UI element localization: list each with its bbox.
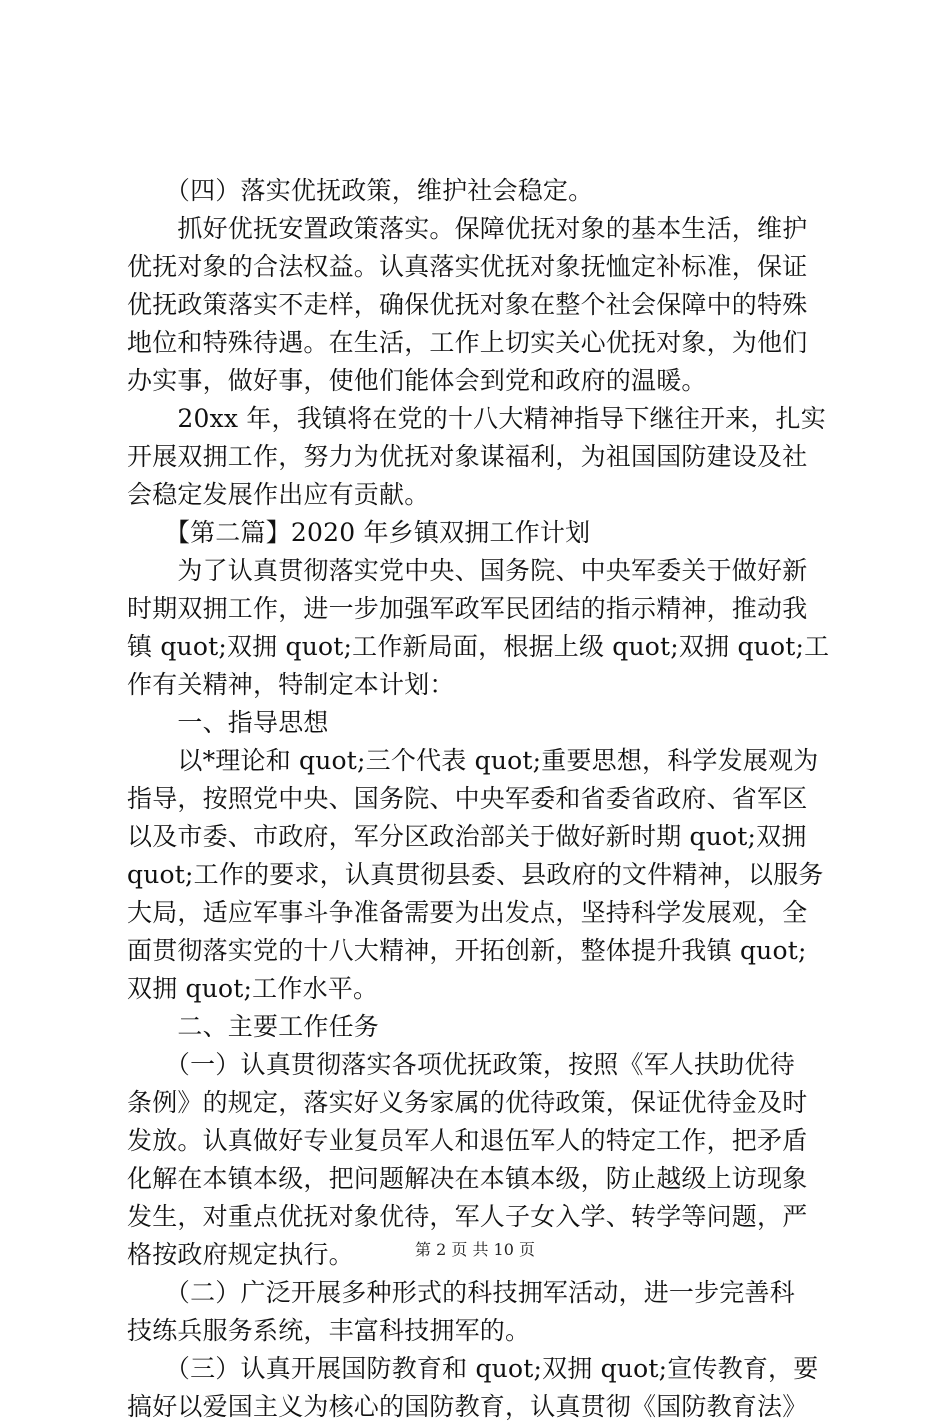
text-line: 时期双拥工作，进一步加强军政军民团结的指示精神，推动我: [127, 594, 808, 623]
text-line: 面贯彻落实党的十八大精神，开拓创新，整体提升我镇 quot;: [127, 936, 807, 965]
text-line: 开展双拥工作，努力为优抚对象谋福利，为祖国国防建设及社: [127, 442, 808, 471]
page-footer: 第 2 页 共 10 页: [415, 1240, 535, 1259]
text-line: 指导，按照党中央、国务院、中央军委和省委省政府、省军区: [127, 784, 808, 813]
text-line: 办实事，做好事，使他们能体会到党和政府的温暖。: [127, 366, 707, 395]
text-line: 发放。认真做好专业复员军人和退伍军人的特定工作，把矛盾: [127, 1126, 808, 1155]
text-line: 以*理论和 quot;三个代表 quot;重要思想，科学发展观为: [127, 746, 819, 775]
text-line: （三）认真开展国防教育和 quot;双拥 quot;宣传教育，要: [127, 1354, 819, 1383]
text-line: 会稳定发展作出应有贡献。: [127, 480, 430, 509]
subsection-heading: 二、主要工作任务: [127, 1012, 380, 1041]
subsection-heading: 一、指导思想: [127, 708, 329, 737]
text-line: quot;工作的要求，认真贯彻县委、县政府的文件精神，以服务: [127, 860, 824, 889]
text-line: 发生，对重点优抚对象优待，军人子女入学、转学等问题，严: [127, 1202, 808, 1231]
text-line: （二）广泛开展多种形式的科技拥军活动，进一步完善科: [127, 1278, 795, 1307]
text-line: 镇 quot;双拥 quot;工作新局面，根据上级 quot;双拥 quot;工: [127, 632, 830, 661]
text-line: 优抚对象的合法权益。认真落实优抚对象抚恤定补标准，保证: [127, 252, 808, 281]
text-line: 20xx 年，我镇将在党的十八大精神指导下继往开来，扎实: [127, 404, 826, 433]
text-line: 搞好以爱国主义为核心的国防教育，认真贯彻《国防教育法》: [127, 1392, 808, 1421]
text-line: 优抚政策落实不走样，确保优抚对象在整个社会保障中的特殊: [127, 290, 808, 319]
section-heading: 【第二篇】2020 年乡镇双拥工作计划: [127, 518, 591, 547]
text-line: 条例》的规定，落实好义务家属的优待政策，保证优待金及时: [127, 1088, 808, 1117]
text-line: 大局，适应军事斗争准备需要为出发点，坚持科学发展观，全: [127, 898, 808, 927]
text-line: 为了认真贯彻落实党中央、国务院、中央军委关于做好新: [127, 556, 808, 585]
text-line: 以及市委、市政府，军分区政治部关于做好新时期 quot;双拥: [127, 822, 807, 851]
text-line: 双拥 quot;工作水平。: [127, 974, 379, 1003]
text-line: 地位和特殊待遇。在生活，工作上切实关心优抚对象，为他们: [127, 328, 808, 357]
text-line: 格按政府规定执行。: [127, 1240, 354, 1269]
text-line: 技练兵服务系统，丰富科技拥军的。: [127, 1316, 531, 1345]
text-line: （一）认真贯彻落实各项优抚政策，按照《军人扶助优待: [127, 1050, 795, 1079]
text-line: 作有关精神，特制定本计划：: [127, 670, 455, 699]
text-line: 化解在本镇本级，把问题解决在本镇本级，防止越级上访现象: [127, 1164, 808, 1193]
text-line: （四）落实优抚政策，维护社会稳定。: [127, 176, 594, 205]
text-line: 抓好优抚安置政策落实。保障优抚对象的基本生活，维护: [127, 214, 808, 243]
body-text: [127, 172, 830, 1426]
